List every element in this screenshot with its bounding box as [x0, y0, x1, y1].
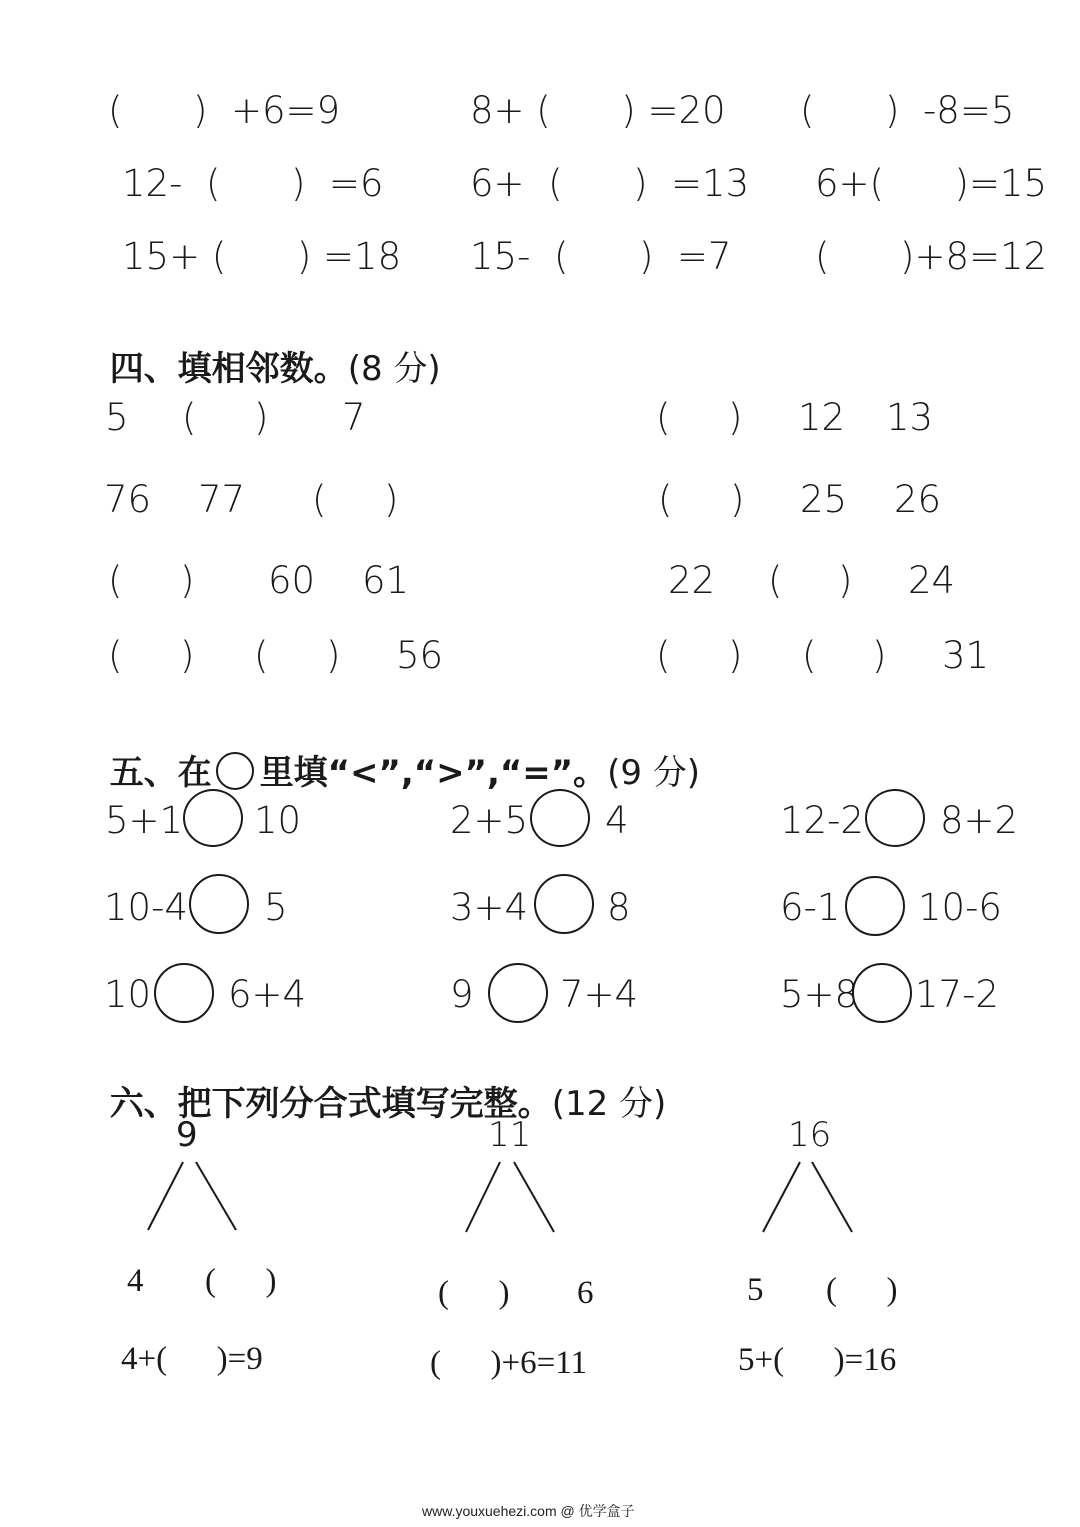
compare-5-right: 8 — [607, 886, 631, 929]
tree-1-top: 9 — [176, 1115, 198, 1155]
adj-l4-b: ) — [180, 634, 195, 677]
section-5-title-b: 里填“<”,“>”,“=”。 — [259, 753, 608, 793]
tree-3-equation: 5+( )=16 — [738, 1342, 897, 1378]
adj-r2-d: 26 — [894, 478, 942, 521]
adj-r1-d: 13 — [886, 396, 934, 439]
section-6-score: (12 分) — [551, 1084, 667, 1124]
tree-2-equation: ( )+6=11 — [430, 1345, 587, 1381]
adj-l1-d: 7 — [342, 396, 366, 439]
compare-1-left: 5+1 — [105, 799, 184, 842]
adj-l3-b: ) — [180, 559, 195, 602]
equation-1-3: ( ) -8=5 — [800, 89, 1015, 132]
adj-r3-d: 24 — [908, 559, 956, 602]
adj-l3-c: 60 — [268, 559, 316, 602]
tree-3-right: ( ) — [826, 1272, 898, 1308]
compare-6-right: 10-6 — [918, 886, 1002, 929]
adj-l3-a: ( — [108, 559, 123, 602]
adj-l2-a: 76 — [104, 478, 152, 521]
section-5-score: (9 分) — [607, 753, 701, 793]
adj-r2-a: ( — [658, 478, 673, 521]
equation-3-1: 15+ ( ) =18 — [122, 235, 402, 278]
section-5-title-a: 五、在 — [109, 753, 212, 793]
adj-r1-a: ( — [656, 396, 671, 439]
adj-r3-a: 22 — [668, 559, 716, 602]
tree-3-top: 16 — [788, 1115, 832, 1155]
adj-l3-d: 61 — [362, 559, 410, 602]
tree-1-equation: 4+( )=9 — [121, 1341, 263, 1377]
tree-1-left: 4 — [127, 1263, 144, 1299]
adj-r3-b: ( — [768, 559, 783, 602]
equation-3-2: 15- ( ) =7 — [470, 235, 732, 278]
tree-1-left-branch — [148, 1162, 183, 1230]
adj-l1-b: ( — [182, 396, 197, 439]
adj-r4-c: ( — [802, 634, 817, 677]
adj-l4-e: 56 — [396, 634, 444, 677]
section-4-title: 四、填相邻数。 — [109, 349, 348, 389]
adj-r1-b: ) — [728, 396, 743, 439]
adj-r4-e: 31 — [942, 634, 990, 677]
compare-5-left: 3+4 — [450, 886, 529, 929]
tree-1-right: ( ) — [205, 1263, 277, 1299]
adj-l4-d: ) — [326, 634, 341, 677]
adj-l2-b: 77 — [198, 478, 246, 521]
adj-l1-c: ) — [254, 396, 269, 439]
compare-8-left: 9 — [450, 973, 474, 1016]
adj-l4-c: ( — [254, 634, 269, 677]
compare-7-left: 10 — [104, 973, 152, 1016]
tree-1-right-branch — [196, 1162, 236, 1230]
equation-1-1: ( ) +6=9 — [108, 89, 341, 132]
compare-3-left: 12-2 — [780, 799, 864, 842]
footer-watermark: www.youxuehezi.com @ 优学盒子 — [422, 1503, 635, 1519]
compare-4-right: 5 — [264, 886, 288, 929]
adj-r4-a: ( — [656, 634, 671, 677]
tree-3-right-branch — [812, 1162, 852, 1232]
equation-2-3: 6+( )=15 — [815, 162, 1048, 205]
compare-8-right: 7+4 — [560, 973, 639, 1016]
tree-3-left: 5 — [747, 1272, 764, 1308]
tree-2-left: ( ) — [438, 1275, 510, 1311]
equation-2-1: 12- ( ) =6 — [122, 162, 384, 205]
adj-l2-d: ) — [384, 478, 399, 521]
tree-2-right: 6 — [577, 1275, 594, 1311]
tree-2-right-branch — [514, 1162, 554, 1232]
adj-l2-c: ( — [312, 478, 327, 521]
adj-r1-c: 12 — [798, 396, 846, 439]
section-4-score: (8 分) — [347, 349, 441, 389]
adj-r2-c: 25 — [800, 478, 848, 521]
adj-l1-a: 5 — [105, 396, 129, 439]
compare-2-right: 4 — [605, 799, 629, 842]
compare-9-right: 17-2 — [915, 973, 999, 1016]
adj-r4-b: ) — [728, 634, 743, 677]
adj-r4-d: ) — [872, 634, 887, 677]
adj-r3-c: ) — [838, 559, 853, 602]
tree-2-top: 11 — [488, 1115, 532, 1155]
compare-1-right: 10 — [254, 799, 302, 842]
section-6-title: 六、把下列分合式填写完整。 — [109, 1084, 552, 1124]
equation-1-2: 8+ ( ) =20 — [470, 89, 726, 132]
adj-r2-b: ) — [730, 478, 745, 521]
tree-2-left-branch — [466, 1162, 500, 1232]
adj-l4-a: ( — [108, 634, 123, 677]
compare-7-right: 6+4 — [228, 973, 307, 1016]
equation-3-3: ( )+8=12 — [815, 235, 1048, 278]
compare-3-right: 8+2 — [940, 799, 1019, 842]
compare-9-left: 5+8 — [780, 973, 859, 1016]
compare-6-left: 6-1 — [780, 886, 841, 929]
compare-4-left: 10-4 — [104, 886, 188, 929]
compare-2-left: 2+5 — [450, 799, 529, 842]
equation-2-2: 6+ ( ) =13 — [470, 162, 750, 205]
tree-3-left-branch — [763, 1162, 800, 1232]
